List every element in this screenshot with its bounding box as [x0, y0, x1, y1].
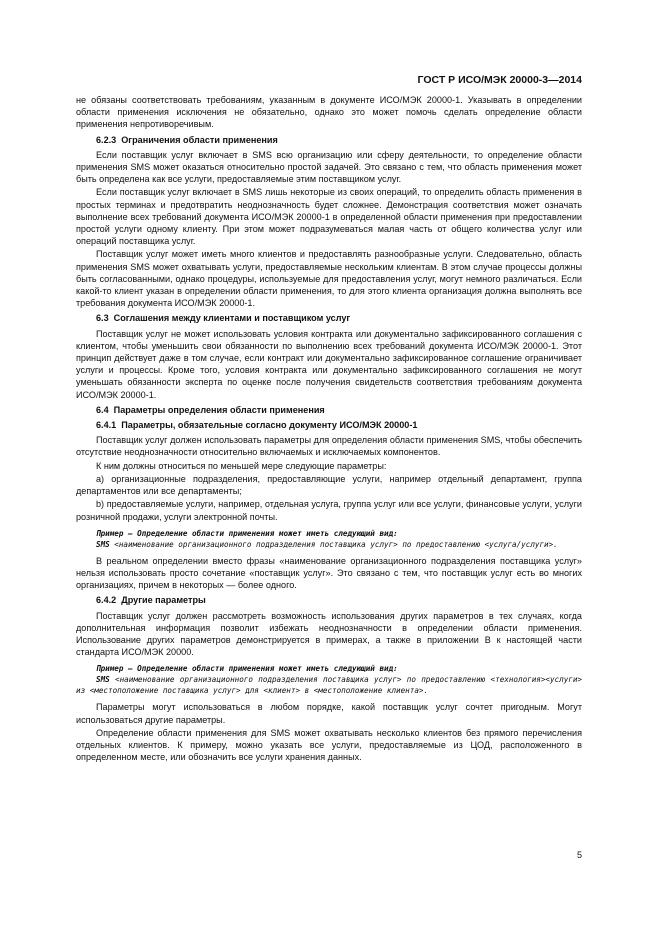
- paragraph: Поставщик услуг должен рассмотреть возможность использования других параметров в тех случаях, когда дополнительная информация позволит избежать неоднозначности в определении области применения. Использование других параметров демонстрируется в примерах, а также в приложении В к настоящей части стандарта ИСО/МЭК 20000.: [76, 610, 582, 658]
- section-title: Соглашения между клиентами и поставщиком услуг: [113, 313, 351, 324]
- section-heading-6-4-1: [96, 419, 582, 431]
- section-number: 6.4.1: [96, 420, 117, 431]
- section-heading-6-3: [96, 312, 582, 324]
- paragraph: Если поставщик услуг включает в SMS всю организацию или сферу деятельности, то определение области применения SMS может оказаться относительно простой задачей. Это связано с тем, что область применения может быть определена как все услуги, предоставляемые этим поставщиком услуг.: [76, 149, 582, 185]
- example-body: <наименование организационного подразделения поставщика услуг> по предоставлению <технология><услуги> из <местоположение поставщика услуг> для <клиент> в <местоположение клиента>.: [76, 675, 582, 696]
- paragraph: К ним должны относиться по меньшей мере следующие параметры:: [96, 460, 387, 471]
- example-sms: SMS: [96, 539, 110, 549]
- paragraph: Если поставщик услуг включает в SMS лишь некоторые из своих операций, то определить область применения в простых терминах и предотвратить неоднозначность будет сложнее. Демонстрация соответствия может означать выполнение всех требований документа ИСО/МЭК 20000-1 в определенной области применения при предоставлении простой услуги одному клиенту. При этом может подразумеваться малая часть от общего количества услуг или операций поставщика услуг.: [76, 187, 582, 247]
- section-number: 6.4: [96, 404, 109, 415]
- paragraph: В реальном определении вместо фразы «наименование организационного подразделения поставщика услуг» нельзя использовать просто сочетание «поставщик услуг». Это связано с тем, что поставщик услуг есть во многих организациях, причем в некоторых — более одного.: [76, 555, 582, 591]
- example-text: [76, 539, 582, 550]
- example-block: [76, 528, 582, 550]
- example-sms: SMS: [96, 675, 110, 685]
- paragraph: Поставщик услуг не может использовать условия контракта или документально зафиксированного соглашения с клиентом, чтобы уменьшить свои обязанности по выполнению всех требований документа ИСО/МЭК 20000-1. Этот принцип действует даже в том случае, если контракт или документально зафиксированное соглашение ограничивает услуги и процессы. Кроме того, условия контракта или документально зафиксированного соглашения не могут уменьшать обязанности эксперта по оценке после получения свидетельств соответствия требованиям документа ИСО/МЭК 20000-1.: [76, 328, 582, 400]
- example-body: <наименование организационного подразделения поставщика услуг> по предоставлению <услуга/услуги>.: [109, 539, 558, 549]
- section-number: 6.4.2: [96, 595, 117, 606]
- section-title: Ограничения области применения: [121, 134, 278, 145]
- example-title: Пример — Определение области применения может иметь следующий вид:: [96, 528, 398, 538]
- section-number: 6.2.3: [96, 134, 117, 145]
- document-header: ГОСТ Р ИСО/МЭК 20000-3—2014: [417, 74, 582, 86]
- list-item: a) организационные подразделения, предоставляющие услуги, например отдельный департамент, группа департаментов или все департаменты;: [76, 473, 582, 497]
- example-title: Пример — Определение области применения может иметь следующий вид:: [96, 664, 398, 674]
- example-block: [76, 663, 582, 696]
- paragraph: Поставщик услуг должен использовать параметры для определения области применения SMS, чтобы обеспечить отсутствие неоднозначности относительно включаемых и исключаемых компонентов.: [76, 435, 582, 458]
- section-heading-6-2-3: [96, 134, 582, 146]
- section-heading-6-4: [96, 404, 582, 416]
- section-number: 6.3: [96, 313, 109, 324]
- paragraph: Определение области применения для SMS может охватывать несколько клиентов без прямого перечисления отдельных клиентов. К примеру, можно указать все услуги, предоставляемые из ЦОД, расположенного в определенном месте, или обозначить все услуги хранения данных.: [76, 727, 582, 763]
- list-item: b) предоставляемые услуги, например, отдельная услуга, группа услуг или все услуги, финансовые услуги, услуги розничной продажи, услуги электронной почты.: [76, 499, 582, 522]
- paragraph: Параметры могут использоваться в любом порядке, какой поставщик услуг сочтет пригодным. Могут использоваться другие параметры.: [76, 702, 582, 725]
- section-title: Параметры определения области применения: [113, 404, 325, 415]
- document-body: [76, 94, 582, 764]
- section-title: Другие параметры: [121, 595, 206, 606]
- paragraph: Поставщик услуг может иметь много клиентов и предоставлять разнообразные услуги. Следовательно, область применения SMS может охватывать услуги, предоставляемые нескольким клиентам. В этом случае процессы должны быть согласованными, однако процедуры, используемые для предоставления услуг, могут немного различаться. Если какой-то клиент указан в определении области применения, то для этого клиента организация должна выполнять все требования документа ИСО/МЭК 20000-1.: [76, 249, 582, 309]
- section-heading-6-4-2: [96, 594, 582, 606]
- section-title: Параметры, обязательные согласно документу ИСО/МЭК 20000-1: [121, 420, 418, 431]
- paragraph: не обязаны соответствовать требованиям, указанным в документе ИСО/МЭК 20000-1. Указывать в определении области применения исключения не обязательно, однако это может помочь сделать определение области применения непротиворечивым.: [76, 95, 582, 130]
- page-number: 5: [577, 850, 583, 860]
- example-text: [76, 674, 582, 696]
